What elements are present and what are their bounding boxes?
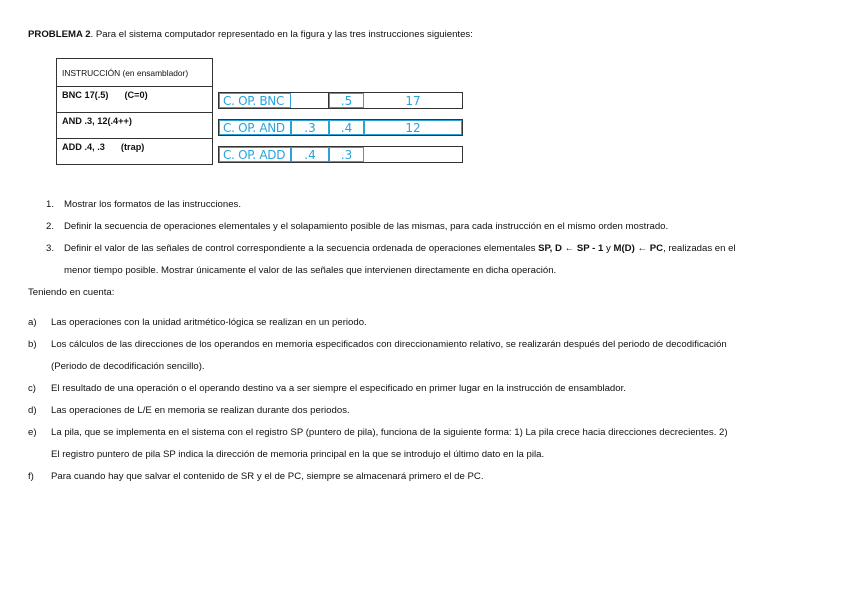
note-label: b): [28, 339, 37, 350]
note-text: Para cuando hay que salvar el contenido de SR y el de PC, siempre se almacenará primero el de PC.: [51, 471, 484, 482]
question-text: menor tiempo posible. Mostrar únicamente el valor de las señales que intervienen directamente en dicha operación.: [64, 265, 557, 276]
question-number: 2.: [46, 221, 55, 232]
note-text: Las operaciones de L/E en memoria se realizan durante dos periodos.: [51, 405, 350, 416]
problem-intro: . Para el sistema computador representado en la figura y las tres instrucciones siguientes:: [90, 29, 473, 40]
field2-cell: .4: [329, 120, 364, 135]
instruction-row: [57, 87, 213, 113]
instruction-row: [57, 139, 213, 165]
question-text: Definir el valor de las señales de control correspondiente a la secuencia ordenada de operaciones elementales SP, D ← SP - 1 y M(D) ← PC, realizadas en el: [64, 243, 736, 254]
opcode-cell: C. OP. ADD: [219, 147, 291, 162]
question-number: 1.: [46, 199, 55, 210]
note-text: El registro puntero de pila SP indica la dirección de memoria principal en la que se introdujo el último dato en la pila.: [51, 449, 545, 460]
note-label: c): [28, 383, 36, 394]
considering-heading: Teniendo en cuenta:: [28, 287, 115, 298]
question-number: 3.: [46, 243, 55, 254]
field1-cell: .4: [291, 147, 329, 162]
note-text: El resultado de una operación o el operando destino va a ser siempre el especificado en primer lugar en la instrucción de ensamblador.: [51, 383, 626, 394]
instruction-table-header: INSTRUCCIÓN (en ensamblador): [57, 59, 213, 87]
instruction-text: ADD .4, .3: [62, 142, 105, 152]
problem-label: PROBLEMA 2: [28, 29, 91, 40]
note-label: d): [28, 405, 37, 416]
field1-cell: .3: [291, 120, 329, 135]
opcode-cell: C. OP. AND: [219, 120, 291, 135]
format-row-and: [218, 119, 463, 136]
note-label: e): [28, 427, 37, 438]
field3-cell: 17: [405, 93, 421, 108]
field3-cell: 12: [364, 120, 462, 135]
field3-cell: [364, 147, 462, 162]
note-text: Las operaciones con la unidad aritmético-lógica se realizan en un periodo.: [51, 317, 367, 328]
note-label: a): [28, 317, 37, 328]
format-row-bnc: [218, 92, 463, 109]
opcode-cell: C. OP. BNC: [219, 93, 291, 108]
note-text: (Periodo de decodificación sencillo).: [51, 361, 205, 372]
question-text: Definir la secuencia de operaciones elementales y el solapamiento posible de las mismas, para cada instrucción en el mismo orden mostrado.: [64, 221, 669, 232]
note-text: Los cálculos de las direcciones de los operandos en memoria especificados con direccionamiento relativo, se realizarán después del periodo de decodificación: [51, 339, 727, 350]
instruction-text: AND .3, 12(.4++): [62, 116, 132, 126]
instruction-row: [57, 113, 213, 139]
field2-cell: .3: [329, 147, 364, 162]
instruction-note: (C=0): [124, 90, 148, 100]
format-row-add: [218, 146, 463, 163]
instruction-note: (trap): [120, 142, 145, 152]
instruction-text: BNC 17(.5): [62, 90, 109, 100]
question-text: Mostrar los formatos de las instrucciones.: [64, 199, 242, 210]
problem-title: [28, 29, 473, 40]
field2-cell: .5: [329, 93, 364, 108]
note-label: f): [28, 471, 34, 482]
field1-cell: [291, 93, 329, 108]
instruction-table: [56, 58, 213, 165]
note-text: La pila, que se implementa en el sistema con el registro SP (puntero de pila), funciona de la siguiente forma: 1) La pila crece hacia direcciones decrecientes. 2): [51, 427, 728, 438]
